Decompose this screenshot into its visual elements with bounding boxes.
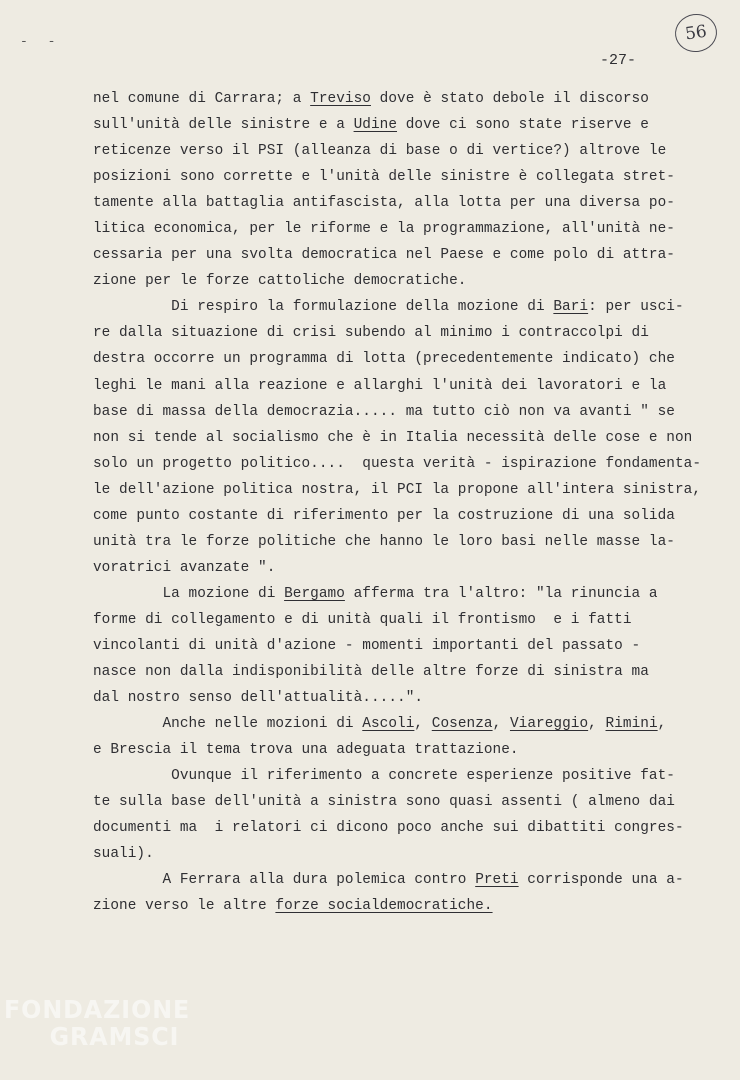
underlined-place-name: Bergamo [284, 585, 345, 602]
underlined-place-name: Preti [475, 872, 519, 889]
text-line [93, 867, 693, 893]
text-segment: come punto costante di riferimento per la costruzione di una solida [93, 507, 675, 524]
text-line [93, 138, 693, 164]
text-segment: forme di collegamento e di unità quali il frontismo e i fatti [93, 611, 632, 628]
text-segment: suali). [93, 846, 154, 863]
underlined-place-name: Ascoli [362, 716, 415, 733]
text-line [93, 555, 693, 581]
text-line [93, 503, 693, 529]
text-segment: litica economica, per le riforme e la programmazione, all'unità ne- [93, 221, 675, 238]
text-segment: dove è stato debole il discorso [370, 91, 649, 107]
text-segment: tamente alla battaglia antifascista, alla lotta per una diversa po- [93, 195, 675, 212]
text-line [93, 294, 693, 320]
text-segment: Di respiro la formulazione della mozione di [93, 299, 554, 316]
text-line [93, 711, 693, 737]
text-line [93, 633, 693, 659]
text-segment: nel comune di Carrara; a [93, 91, 311, 107]
underlined-place-name: forze socialdemocratiche. [275, 898, 493, 915]
underlined-place-name: Rimini [605, 716, 658, 733]
text-line [93, 164, 693, 190]
text-segment: dal nostro senso dell'attualità.....". [93, 690, 424, 707]
text-line [93, 399, 693, 425]
text-segment: solo un progetto politico.... questa verità - ispirazione fondamenta- [93, 455, 702, 472]
text-line [93, 581, 693, 607]
text-segment: vincolanti di unità d'azione - momenti importanti del passato - [93, 637, 641, 654]
text-segment: le dell'azione politica nostra, il PCI la propone all'intera sinistra, [93, 481, 702, 498]
text-segment: , [492, 716, 510, 733]
text-line [93, 451, 702, 477]
text-line [93, 607, 693, 633]
text-segment: unità tra le forze politiche che hanno le loro basi nelle masse la- [93, 533, 675, 550]
text-line [93, 268, 693, 294]
text-segment: Ovunque il riferimento a concrete esperienze positive fat- [93, 768, 675, 785]
text-line [93, 112, 693, 138]
text-line [93, 190, 693, 216]
text-line [93, 529, 693, 555]
text-segment: cessaria per una svolta democratica nel Paese e come polo di attra- [93, 247, 675, 264]
text-segment: te sulla base dell'unità a sinistra sono quasi assenti ( almeno dai [93, 794, 675, 811]
archive-number-stamp: 56 [673, 11, 720, 54]
text-segment: sull'unità delle sinistre e a [93, 117, 354, 134]
text-segment: base di massa della democrazia..... ma tutto ciò non va avanti " se [93, 403, 675, 420]
underlined-place-name: Viareggio [509, 716, 589, 733]
watermark-line-2: GRAMSCI [49, 1022, 180, 1051]
text-line [93, 841, 693, 867]
fondazione-gramsci-watermark [4, 996, 190, 1050]
text-line [93, 320, 693, 346]
text-line [93, 815, 693, 841]
text-segment: zione per le forze cattoliche democratiche. [93, 273, 467, 290]
underlined-place-name: Treviso [310, 91, 371, 107]
text-segment: re dalla situazione di crisi subendo al minimo i contraccolpi di [93, 325, 649, 342]
text-line [93, 737, 693, 763]
text-segment: leghi le mani alla reazione e allarghi l'unità dei lavoratori e la [93, 377, 667, 394]
text-segment: nasce non dalla indisponibilità delle altre forze di sinistra ma [93, 664, 649, 681]
text-segment: reticenze verso il PSI (alleanza di base o di vertice?) altrove le [93, 143, 667, 160]
text-segment: : per usci- [588, 299, 684, 316]
text-line [93, 373, 693, 399]
text-line [93, 789, 693, 815]
text-segment: corrisponde una a- [518, 872, 684, 889]
corner-mark: - - [20, 34, 62, 49]
text-segment: A Ferrara alla dura polemica contro [93, 872, 476, 889]
watermark-line-1: FONDAZIONE [4, 995, 191, 1024]
text-line [93, 477, 702, 503]
text-line [93, 242, 693, 268]
text-segment: e Brescia il tema trova una adeguata trattazione. [93, 742, 519, 759]
text-segment: documenti ma i relatori ci dicono poco anche sui dibattiti congres- [93, 820, 684, 837]
text-segment: , [588, 716, 606, 733]
text-line [93, 659, 693, 685]
text-segment: , [657, 716, 667, 733]
text-line [93, 893, 693, 919]
text-segment: zione verso le altre [93, 898, 276, 915]
text-line [93, 216, 693, 242]
text-segment: , [414, 716, 432, 733]
underlined-place-name: Cosenza [431, 716, 493, 733]
text-segment: afferma tra l'altro: "la rinuncia a [344, 585, 658, 602]
text-segment: non si tende al socialismo che è in Italia necessità delle cose e non [93, 429, 693, 446]
text-line [93, 685, 693, 711]
text-segment: Anche nelle mozioni di [93, 716, 363, 733]
underlined-place-name: Udine [353, 117, 398, 134]
text-segment: dove ci sono state riserve e [397, 117, 649, 134]
text-line [93, 763, 693, 789]
text-line [93, 425, 693, 451]
typewritten-body [93, 86, 702, 920]
underlined-place-name: Bari [553, 299, 589, 316]
text-line [93, 86, 693, 112]
text-segment: La mozione di [93, 585, 285, 602]
text-segment: posizioni sono corrette e l'unità delle sinistre è collegata stret- [93, 169, 675, 186]
text-segment: destra occorre un programma di lotta (precedentemente indicato) che [93, 351, 675, 368]
page-number: -27- [600, 52, 637, 69]
text-line [93, 346, 693, 372]
text-segment: voratrici avanzate ". [93, 559, 276, 576]
